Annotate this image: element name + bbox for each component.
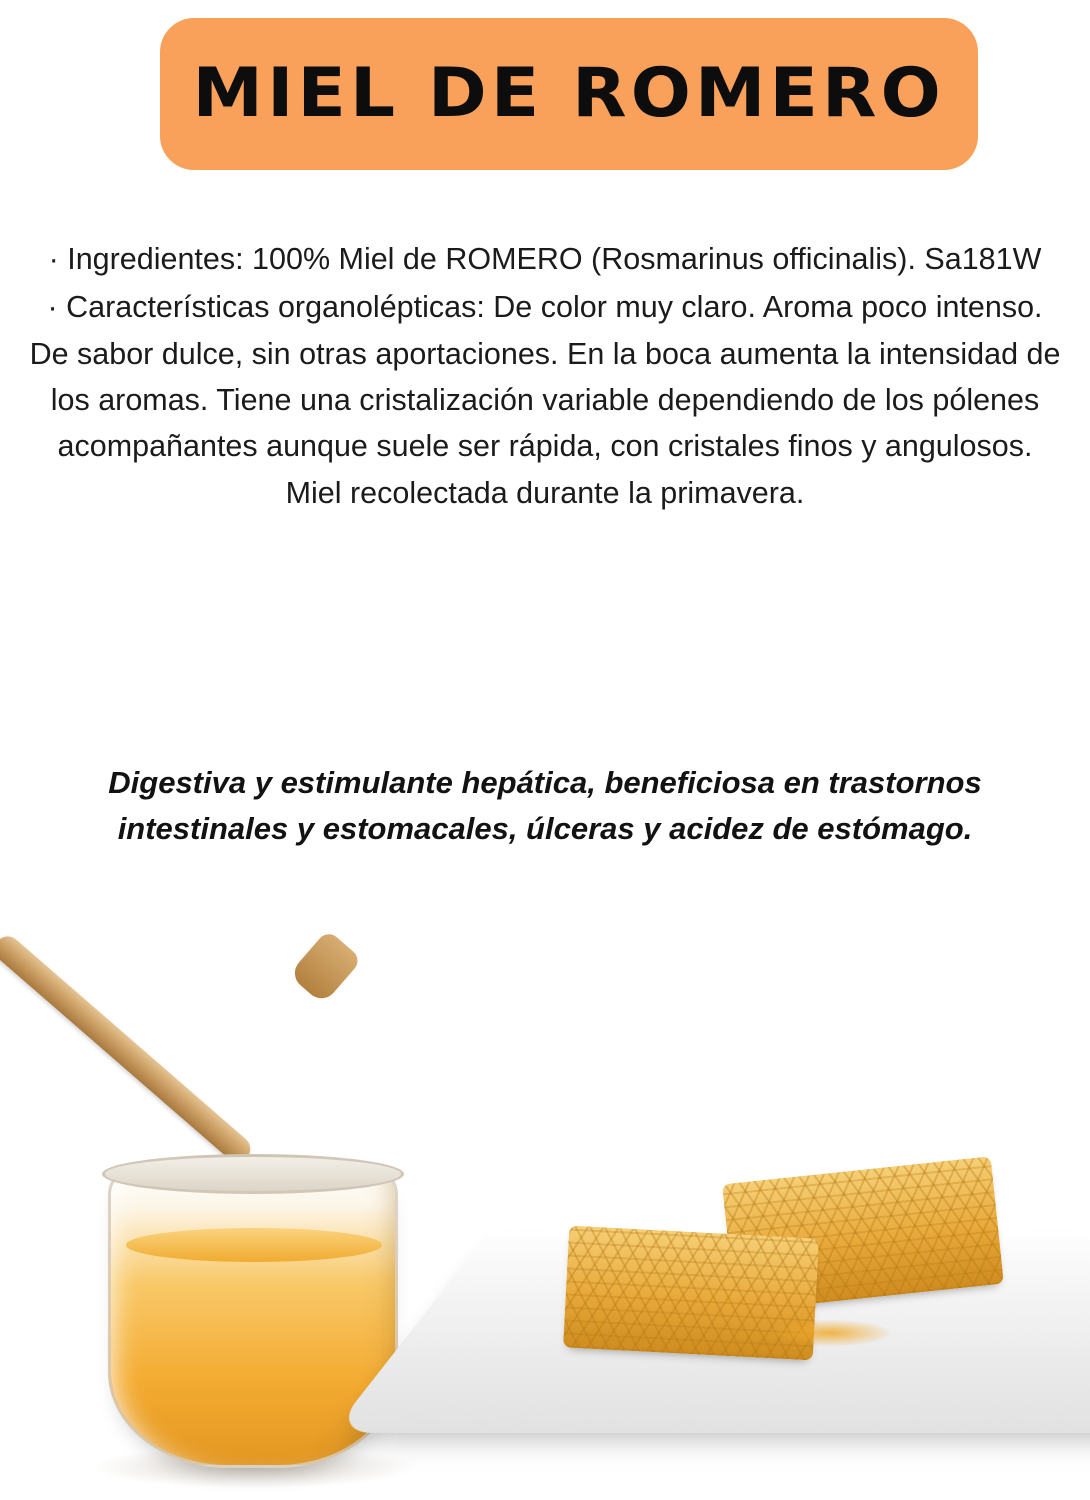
honey-dipper-head-icon [288, 929, 362, 1004]
organoleptic-paragraph: · Características organolépticas: De color muy claro. Aroma poco intenso. De sabor dulce, sin otras aportaciones. En la boca aumenta la intensidad de los aromas. Tiene una cristalización variable dependiendo de los pólenes acompañantes aunque suele ser rápida, con cristales finos y angulosos. Miel recolectada durante la primavera. [29, 290, 1061, 510]
product-photos [0, 900, 1090, 1500]
benefits-highlight: Digestiva y estimulante hepática, beneficiosa en trastornos intestinales y estomacales, úlceras y acidez de estómago. [108, 765, 982, 846]
title-banner [160, 18, 978, 170]
page-title: MIEL DE ROMERO [192, 54, 946, 133]
jar-rim [102, 1154, 404, 1194]
honey-drip [770, 1320, 890, 1346]
honeycomb-plate-image [470, 1170, 1082, 1490]
description-block [26, 236, 1064, 516]
honey-surface [126, 1228, 382, 1262]
ingredients-paragraph: · Ingredientes: 100% Miel de ROMERO (Rosmarinus officinalis). Sa181W [48, 242, 1042, 276]
honey-dipper-stick-icon [0, 931, 256, 1167]
